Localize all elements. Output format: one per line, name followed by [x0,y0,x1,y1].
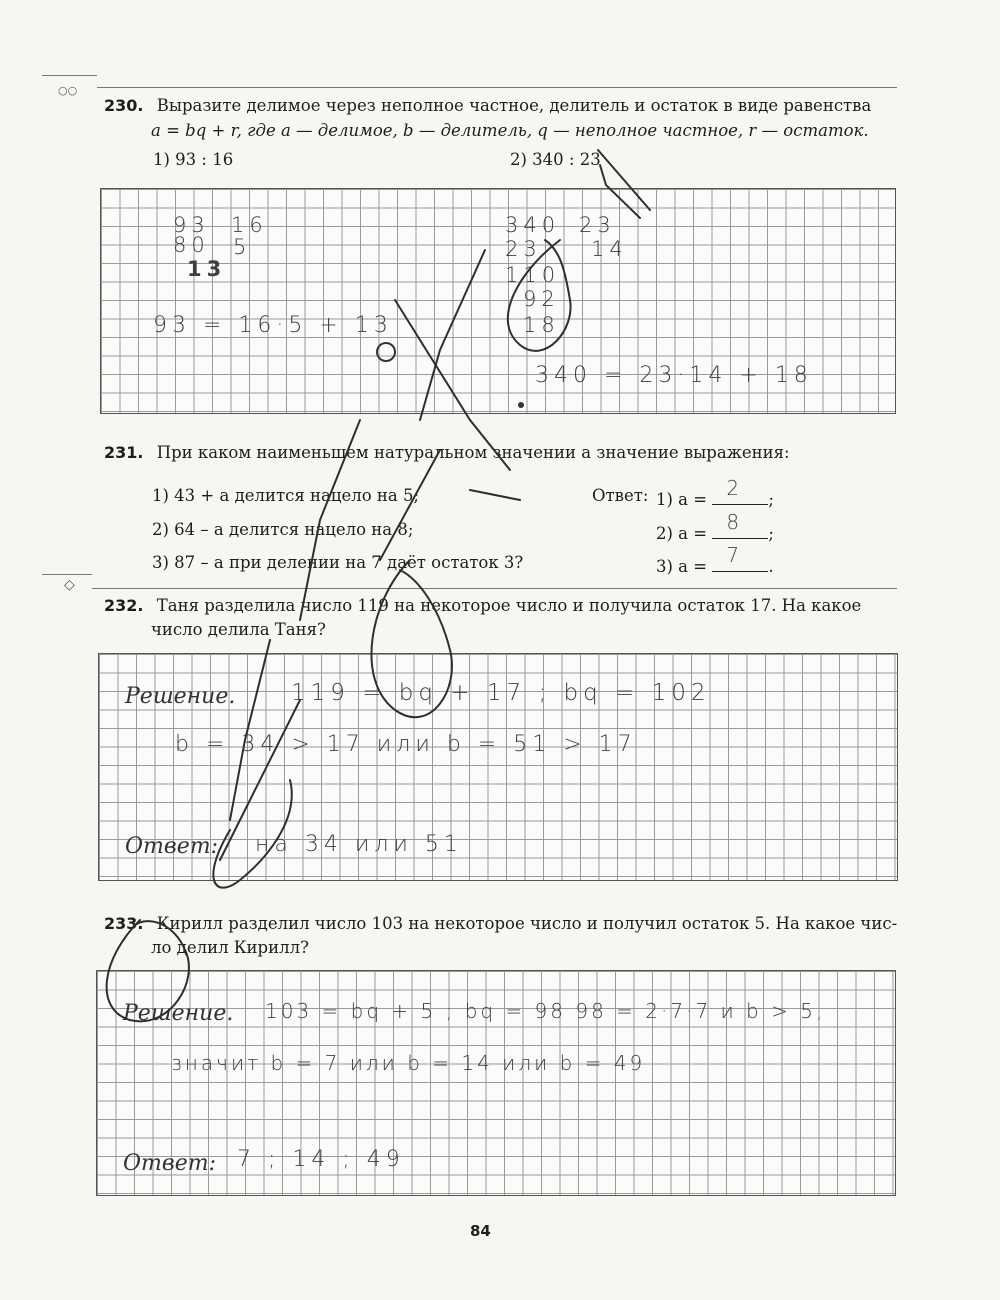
answer-value: 2 [726,476,740,500]
div1-divisor: 16 [231,213,268,237]
answer-value: на 34 или 51 [255,832,463,857]
solution-label: Решение. [125,684,236,709]
problem-text-line1: Кирилл разделил число 103 на некоторое число и получил остаток 5. На какое чис- [156,914,898,933]
double-circle-icon: ○○ [58,84,78,97]
problem-text-line1: Выразите делимое через неполное частное, делитель и остаток в виде равенства [156,96,872,115]
section-marker-line-top-2 [97,87,897,88]
problem-number: 231. [104,443,144,462]
div2-remainder: 18 [523,313,560,337]
answer-231-2 [656,510,774,546]
solution-work-line1: 119 = bq + 17 ; bq = 102 [291,680,711,706]
div1-equation: 93 = 16·5 + 13 [153,313,393,338]
solution-work-line2: значит b = 7 или b = 14 или b = 49 [171,1051,646,1075]
answer-prefix: 2) a = [656,524,708,543]
problem-231 [104,441,790,465]
section-marker-line-mid-2 [92,588,897,589]
section-marker-line-mid [42,574,92,575]
problem-231-item3: 3) 87 – a при делении на 7 даёт остаток 3? [152,553,524,572]
div2-equation: 340 = 23·14 + 18 [535,363,813,388]
problem-232-line2: число делила Таня? [151,620,326,639]
problem-number: 232. [104,596,144,615]
answer-blank [712,510,768,539]
answer-label: Ответ: [125,834,218,859]
answer-blank [712,543,768,572]
problem-230-item2: 2) 340 : 23 [510,150,601,169]
answer-231-3 [656,543,774,579]
solution-work-line2: b = 34 > 17 или b = 51 > 17 [175,732,637,757]
grid-233 [96,970,896,1196]
answer-231-1 [656,476,774,512]
div1-subtrahend: 80 [173,233,210,257]
problem-230 [104,94,871,118]
solution-work-line1: 103 = bq + 5 ; bq = 98 98 = 2·7·7 и b > 5, [265,999,826,1023]
answer-blank [712,476,768,505]
problem-232 [104,594,861,618]
problem-number: 230. [104,96,144,115]
div2-subtrahend-2: 92 [523,287,560,311]
answer-value: 8 [726,510,740,534]
answer-suffix: ; [768,524,774,543]
answer-suffix: . [768,557,774,576]
problem-231-item1: 1) 43 + a делится нацело на 5; [152,486,420,505]
problem-question: При каком наименьшем натуральном значении a значение выражения: [156,443,790,462]
answer-suffix: ; [768,490,774,509]
solution-label: Решение. [123,1001,234,1026]
answer-label-231: Ответ: [592,486,649,505]
problem-text-line1: Таня разделила число 119 на некоторое число и получила остаток 17. На какое [156,596,862,615]
answer-label: Ответ: [123,1151,216,1176]
div1-remainder: 13 [187,257,227,281]
problem-number: 233. [104,914,144,933]
problem-230-line2: a = bq + r, где a — делимое, b — делитель, q — неполное частное, r — остаток. [151,121,869,140]
div1-dividend: 93 [173,213,210,237]
answer-value: 7 [726,543,740,567]
page-number: 84 [470,1222,491,1240]
grid-230 [100,188,896,414]
answer-prefix: 1) a = [656,490,708,509]
problem-233 [104,912,897,936]
div2-dividend: 340 [505,213,561,237]
problem-233-line2: ло делил Кирилл? [151,938,309,957]
div2-divisor: 23 [579,213,616,237]
diamond-icon: ◇ [64,577,75,593]
problem-230-item1: 1) 93 : 16 [153,150,234,169]
div1-quotient: 5 [233,235,252,259]
answer-value: 7 ; 14 ; 49 [237,1147,405,1172]
div2-subtrahend-1: 23 [505,237,542,261]
grid-232 [98,653,898,881]
section-marker-line-top [42,75,97,76]
div2-remainder-1: 110 [505,263,561,287]
scribble-stroke-10 [470,490,520,500]
answer-prefix: 3) a = [656,557,708,576]
problem-231-item2: 2) 64 – a делится нацело на 8; [152,520,414,539]
div2-quotient: 14 [591,237,628,261]
